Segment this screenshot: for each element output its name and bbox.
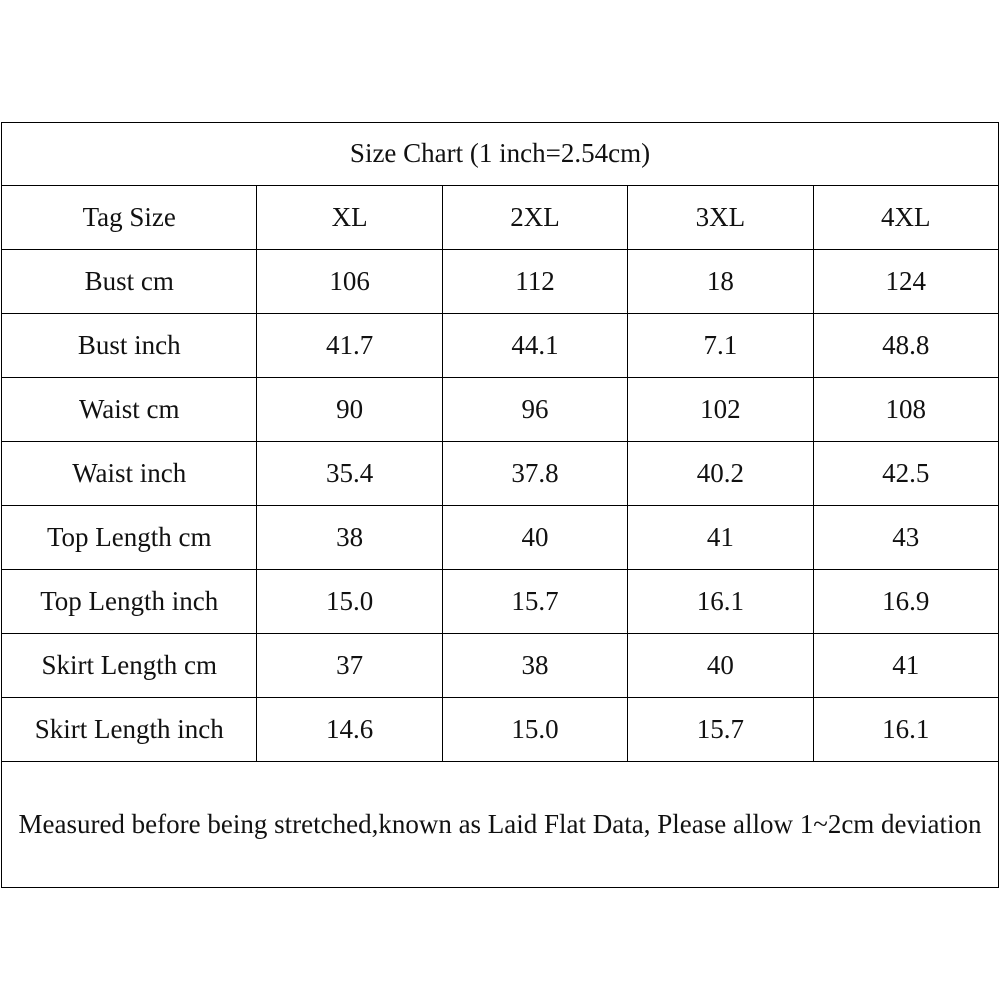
table-cell: 44.1	[442, 314, 627, 378]
table-row	[2, 570, 999, 634]
table-cell: 102	[628, 378, 813, 442]
table-cell: 37	[257, 634, 442, 698]
header-cell: 4XL	[813, 186, 998, 250]
header-cell: XL	[257, 186, 442, 250]
table-row	[2, 442, 999, 506]
header-cell: Tag Size	[2, 186, 257, 250]
table-row	[2, 506, 999, 570]
table-cell: 18	[628, 250, 813, 314]
row-label: Bust cm	[2, 250, 257, 314]
row-label: Skirt Length cm	[2, 634, 257, 698]
note-row	[2, 762, 999, 888]
table-cell: 96	[442, 378, 627, 442]
table-cell: 108	[813, 378, 998, 442]
table-cell: 124	[813, 250, 998, 314]
table-row	[2, 698, 999, 762]
measurement-note: Measured before being stretched,known as Laid Flat Data, Please allow 1~2cm deviation	[2, 762, 999, 888]
row-label: Waist inch	[2, 442, 257, 506]
table-cell: 16.1	[813, 698, 998, 762]
header-cell: 2XL	[442, 186, 627, 250]
table-cell: 35.4	[257, 442, 442, 506]
row-label: Top Length inch	[2, 570, 257, 634]
table-cell: 15.7	[628, 698, 813, 762]
chart-title: Size Chart (1 inch=2.54cm)	[2, 123, 999, 186]
row-label: Waist cm	[2, 378, 257, 442]
table-cell: 40	[628, 634, 813, 698]
table-cell: 14.6	[257, 698, 442, 762]
table-cell: 37.8	[442, 442, 627, 506]
header-row	[2, 186, 999, 250]
table-cell: 41	[813, 634, 998, 698]
table-cell: 41	[628, 506, 813, 570]
table-cell: 40.2	[628, 442, 813, 506]
table-cell: 41.7	[257, 314, 442, 378]
table-row	[2, 634, 999, 698]
table-row	[2, 314, 999, 378]
table-row	[2, 250, 999, 314]
table-cell: 15.0	[257, 570, 442, 634]
table-cell: 15.7	[442, 570, 627, 634]
table-cell: 42.5	[813, 442, 998, 506]
table-cell: 15.0	[442, 698, 627, 762]
table-cell: 40	[442, 506, 627, 570]
table-cell: 112	[442, 250, 627, 314]
row-label: Skirt Length inch	[2, 698, 257, 762]
table-cell: 38	[257, 506, 442, 570]
size-chart-table	[1, 122, 999, 888]
header-cell: 3XL	[628, 186, 813, 250]
table-cell: 16.1	[628, 570, 813, 634]
table-row	[2, 378, 999, 442]
row-label: Top Length cm	[2, 506, 257, 570]
table-cell: 90	[257, 378, 442, 442]
table-cell: 38	[442, 634, 627, 698]
title-row	[2, 123, 999, 186]
table-cell: 7.1	[628, 314, 813, 378]
table-cell: 43	[813, 506, 998, 570]
table-cell: 48.8	[813, 314, 998, 378]
table-cell: 106	[257, 250, 442, 314]
table-cell: 16.9	[813, 570, 998, 634]
row-label: Bust inch	[2, 314, 257, 378]
